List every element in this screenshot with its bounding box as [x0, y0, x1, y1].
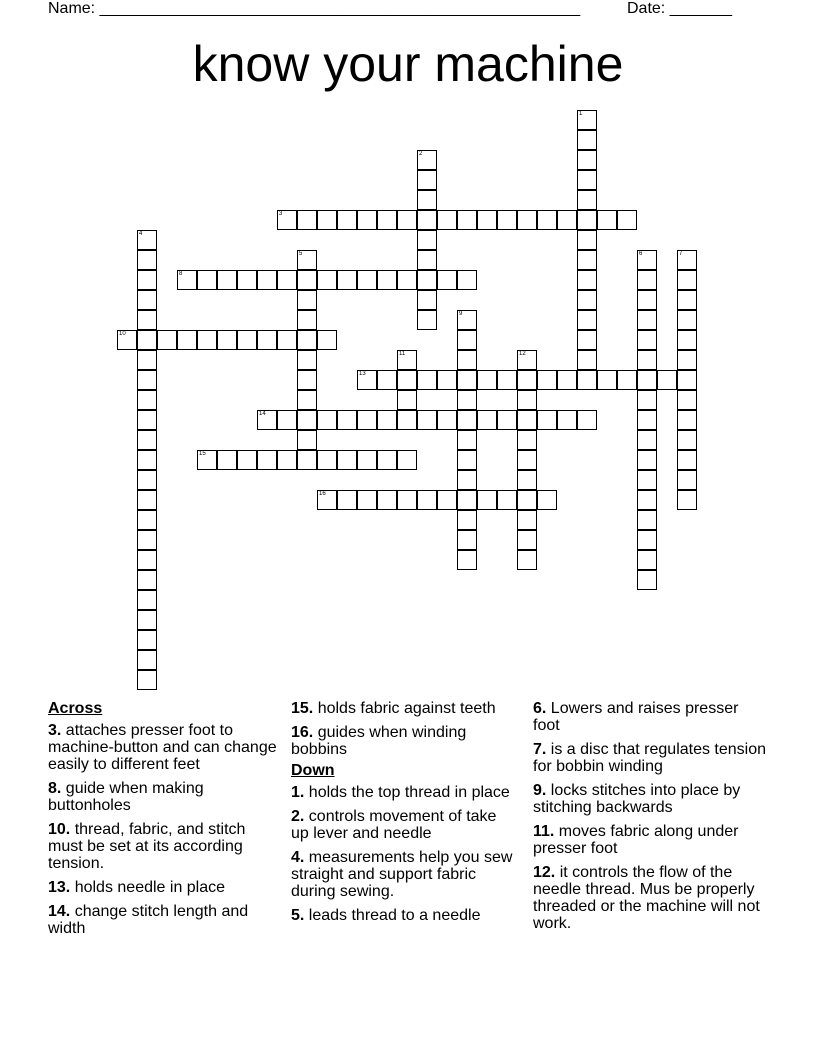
grid-cell[interactable] [357, 410, 377, 430]
grid-cell[interactable] [397, 270, 417, 290]
clue-down-6: 6. Lowers and raises presser foot [533, 700, 739, 734]
grid-cell[interactable] [137, 490, 157, 510]
grid-cell[interactable] [457, 490, 477, 510]
grid-cell[interactable] [637, 310, 657, 330]
clue-down-9: 9. locks stitches into place by stitching backwards [533, 782, 741, 816]
grid-cell[interactable] [297, 390, 317, 410]
grid-cell[interactable] [437, 490, 457, 510]
clue-number: 8 [179, 271, 183, 277]
grid-cell[interactable] [677, 470, 697, 490]
grid-cell[interactable] [517, 350, 537, 370]
grid-cell[interactable] [577, 170, 597, 190]
grid-cell[interactable] [417, 170, 437, 190]
grid-cell[interactable] [577, 130, 597, 150]
grid-cell[interactable] [397, 350, 417, 370]
grid-cell[interactable] [137, 670, 157, 690]
grid-cell[interactable] [577, 290, 597, 310]
clue-number: 1 [579, 111, 583, 117]
grid-cell[interactable] [457, 210, 477, 230]
grid-cell[interactable] [637, 290, 657, 310]
clue-number: 3 [279, 211, 283, 217]
grid-cell[interactable] [677, 310, 697, 330]
grid-cell[interactable] [577, 310, 597, 330]
grid-cell[interactable] [417, 150, 437, 170]
grid-cell[interactable] [137, 390, 157, 410]
grid-cell[interactable] [217, 450, 237, 470]
clue-number: 14 [259, 411, 266, 417]
clue-number: 10 [119, 331, 126, 337]
grid-cell[interactable] [437, 270, 457, 290]
grid-cell[interactable] [637, 250, 657, 270]
grid-cell[interactable] [477, 210, 497, 230]
grid-cell[interactable] [637, 510, 657, 530]
grid-cell[interactable] [317, 330, 337, 350]
across-heading: Across [48, 700, 103, 717]
clue-number: 16 [319, 491, 326, 497]
grid-cell[interactable] [237, 330, 257, 350]
grid-cell[interactable] [517, 490, 537, 510]
grid-cell[interactable] [457, 270, 477, 290]
grid-cell[interactable] [537, 370, 557, 390]
clue-down-7: 7. is a disc that regulates tension for bobbin winding [533, 741, 767, 775]
grid-cell[interactable] [457, 330, 477, 350]
grid-cell[interactable] [417, 310, 437, 330]
grid-cell[interactable] [257, 330, 277, 350]
grid-cell[interactable] [577, 330, 597, 350]
grid-cell[interactable] [577, 210, 597, 230]
clue-number: 9 [459, 311, 463, 317]
grid-cell[interactable] [417, 370, 437, 390]
grid-cell[interactable] [337, 490, 357, 510]
grid-cell[interactable] [437, 210, 457, 230]
grid-cell[interactable] [457, 410, 477, 430]
grid-cell[interactable] [357, 370, 377, 390]
grid-cell[interactable] [517, 410, 537, 430]
clue-down-1: 1. holds the top thread in place [291, 784, 510, 801]
grid-cell[interactable] [337, 210, 357, 230]
grid-cell[interactable] [457, 550, 477, 570]
clue-down-2: 2. controls movement of take up lever and needle [291, 808, 497, 842]
clues-column-3 [533, 700, 769, 939]
grid-cell[interactable] [517, 390, 537, 410]
grid-cell[interactable] [397, 370, 417, 390]
clue-across-10: 10. thread, fabric, and stitch must be set at its according tension. [48, 821, 246, 872]
grid-cell[interactable] [677, 290, 697, 310]
grid-cell[interactable] [517, 450, 537, 470]
grid-cell[interactable] [577, 190, 597, 210]
grid-cell[interactable] [217, 270, 237, 290]
grid-cell[interactable] [677, 410, 697, 430]
grid-cell[interactable] [677, 270, 697, 290]
grid-cell[interactable] [517, 550, 537, 570]
grid-cell[interactable] [297, 290, 317, 310]
clue-number: 6 [639, 251, 643, 257]
grid-cell[interactable] [457, 530, 477, 550]
grid-cell[interactable] [297, 310, 317, 330]
name-field-label: Name: ______________________________________________________ [48, 0, 581, 17]
grid-cell[interactable] [577, 350, 597, 370]
grid-cell[interactable] [637, 430, 657, 450]
clue-number: 4 [139, 231, 143, 237]
grid-cell[interactable] [537, 490, 557, 510]
grid-cell[interactable] [237, 270, 257, 290]
grid-cell[interactable] [677, 390, 697, 410]
grid-cell[interactable] [417, 290, 437, 310]
grid-cell[interactable] [137, 630, 157, 650]
grid-cell[interactable] [137, 610, 157, 630]
grid-cell[interactable] [497, 210, 517, 230]
clue-across-16: 16. guides when winding bobbins [291, 724, 467, 758]
grid-cell[interactable] [297, 350, 317, 370]
grid-cell[interactable] [477, 370, 497, 390]
grid-cell[interactable] [317, 270, 337, 290]
grid-cell[interactable] [517, 430, 537, 450]
grid-cell[interactable] [637, 570, 657, 590]
grid-cell[interactable] [637, 410, 657, 430]
grid-cell[interactable] [557, 210, 577, 230]
grid-cell[interactable] [377, 410, 397, 430]
grid-cell[interactable] [337, 410, 357, 430]
grid-cell[interactable] [377, 450, 397, 470]
grid-cell[interactable] [317, 490, 337, 510]
grid-cell[interactable] [597, 210, 617, 230]
grid-cell[interactable] [517, 370, 537, 390]
grid-cell[interactable] [137, 470, 157, 490]
grid-cell[interactable] [517, 510, 537, 530]
grid-cell[interactable] [377, 210, 397, 230]
grid-cell[interactable] [517, 470, 537, 490]
grid-cell[interactable] [397, 390, 417, 410]
grid-cell[interactable] [397, 210, 417, 230]
grid-cell[interactable] [637, 370, 657, 390]
grid-cell[interactable] [637, 390, 657, 410]
grid-cell[interactable] [677, 330, 697, 350]
clue-number: 12 [519, 351, 526, 357]
grid-cell[interactable] [217, 330, 237, 350]
clue-number: 2 [419, 151, 423, 157]
grid-cell[interactable] [257, 450, 277, 470]
grid-cell[interactable] [497, 410, 517, 430]
grid-cell[interactable] [417, 270, 437, 290]
grid-cell[interactable] [417, 210, 437, 230]
grid-cell[interactable] [317, 450, 337, 470]
grid-cell[interactable] [517, 530, 537, 550]
grid-cell[interactable] [297, 410, 317, 430]
grid-cell[interactable] [297, 210, 317, 230]
grid-cell[interactable] [137, 350, 157, 370]
grid-cell[interactable] [677, 450, 697, 470]
grid-cell[interactable] [437, 410, 457, 430]
grid-cell[interactable] [457, 470, 477, 490]
grid-cell[interactable] [417, 410, 437, 430]
grid-cell[interactable] [637, 490, 657, 510]
grid-cell[interactable] [377, 270, 397, 290]
grid-cell[interactable] [637, 270, 657, 290]
grid-cell[interactable] [437, 370, 457, 390]
clue-down-11: 11. moves fabric along under presser foot [533, 823, 739, 857]
grid-cell[interactable] [317, 410, 337, 430]
grid-cell[interactable] [557, 370, 577, 390]
grid-cell[interactable] [137, 590, 157, 610]
grid-cell[interactable] [637, 350, 657, 370]
page-title: know your machine [192, 36, 624, 92]
grid-cell[interactable] [377, 490, 397, 510]
grid-cell[interactable] [197, 270, 217, 290]
clue-down-4: 4. measurements help you sew straight and support fabric during sewing. [291, 849, 513, 900]
grid-cell[interactable] [417, 190, 437, 210]
grid-cell[interactable] [517, 210, 537, 230]
grid-cell[interactable] [457, 390, 477, 410]
grid-cell[interactable] [677, 490, 697, 510]
grid-cell[interactable] [577, 270, 597, 290]
grid-cell[interactable] [257, 270, 277, 290]
clue-across-15: 15. holds fabric against teeth [291, 700, 496, 717]
grid-cell[interactable] [497, 490, 517, 510]
grid-cell[interactable] [277, 410, 297, 430]
clue-number: 13 [359, 371, 366, 377]
grid-cell[interactable] [337, 270, 357, 290]
grid-cell[interactable] [677, 430, 697, 450]
grid-cell[interactable] [137, 250, 157, 270]
grid-cell[interactable] [497, 370, 517, 390]
grid-cell[interactable] [477, 410, 497, 430]
grid-cell[interactable] [277, 450, 297, 470]
grid-cell[interactable] [457, 510, 477, 530]
grid-cell[interactable] [557, 410, 577, 430]
grid-cell[interactable] [237, 450, 257, 470]
grid-cell[interactable] [297, 430, 317, 450]
grid-cell[interactable] [577, 110, 597, 130]
grid-cell[interactable] [397, 410, 417, 430]
grid-cell[interactable] [357, 270, 377, 290]
grid-cell[interactable] [137, 510, 157, 530]
grid-cell[interactable] [537, 410, 557, 430]
down-heading: Down [291, 762, 335, 779]
grid-cell[interactable] [637, 330, 657, 350]
grid-cell[interactable] [137, 310, 157, 330]
clue-number: 15 [199, 451, 206, 457]
grid-cell[interactable] [457, 370, 477, 390]
grid-cell[interactable] [577, 150, 597, 170]
grid-cell[interactable] [577, 410, 597, 430]
grid-cell[interactable] [137, 330, 157, 350]
grid-cell[interactable] [637, 550, 657, 570]
grid-cell[interactable] [357, 490, 377, 510]
grid-cell[interactable] [157, 330, 177, 350]
grid-cell[interactable] [297, 330, 317, 350]
grid-cell[interactable] [397, 450, 417, 470]
grid-cell[interactable] [277, 330, 297, 350]
grid-cell[interactable] [657, 370, 677, 390]
grid-cell[interactable] [137, 370, 157, 390]
grid-cell[interactable] [597, 370, 617, 390]
grid-cell[interactable] [137, 550, 157, 570]
grid-cell[interactable] [637, 530, 657, 550]
grid-cell[interactable] [337, 450, 357, 470]
grid-cell[interactable] [677, 370, 697, 390]
date-field-label: Date: _______ [627, 0, 732, 17]
grid-cell[interactable] [277, 270, 297, 290]
clue-down-12: 12. it controls the flow of the needle thread. Mus be properly threaded or the machine will not work. [533, 864, 760, 932]
grid-cell[interactable] [357, 450, 377, 470]
clue-across-8: 8. guide when making buttonholes [48, 780, 204, 814]
grid-cell[interactable] [137, 450, 157, 470]
grid-cell[interactable] [177, 270, 197, 290]
grid-cell[interactable] [297, 250, 317, 270]
grid-cell[interactable] [677, 350, 697, 370]
grid-cell[interactable] [637, 450, 657, 470]
grid-cell[interactable] [577, 250, 597, 270]
clues-column-2 [291, 700, 513, 931]
grid-cell[interactable] [277, 210, 297, 230]
grid-cell[interactable] [397, 490, 417, 510]
grid-cell[interactable] [297, 450, 317, 470]
clue-across-13: 13. holds needle in place [48, 879, 226, 896]
grid-cell[interactable] [357, 210, 377, 230]
clues-column-1 [48, 700, 280, 944]
grid-cell[interactable] [137, 530, 157, 550]
grid-cell[interactable] [177, 330, 197, 350]
grid-cell[interactable] [637, 470, 657, 490]
clue-number: 11 [399, 351, 406, 357]
grid-cell[interactable] [457, 310, 477, 330]
grid-cell[interactable] [297, 270, 317, 290]
clue-down-5: 5. leads thread to a needle [291, 907, 481, 924]
grid-cell[interactable] [137, 410, 157, 430]
grid-cell[interactable] [197, 330, 217, 350]
grid-cell[interactable] [137, 270, 157, 290]
grid-cell[interactable] [137, 230, 157, 250]
grid-cell[interactable] [137, 430, 157, 450]
grid-cell[interactable] [677, 250, 697, 270]
grid-cell[interactable] [577, 230, 597, 250]
grid-cell[interactable] [137, 650, 157, 670]
grid-cell[interactable] [137, 290, 157, 310]
grid-cell[interactable] [377, 370, 397, 390]
clue-across-3: 3. attaches presser foot to machine-button and can change easily to different feet [48, 722, 277, 773]
grid-cell[interactable] [457, 450, 477, 470]
clue-across-14: 14. change stitch length and width [48, 903, 249, 937]
grid-cell[interactable] [577, 370, 597, 390]
grid-cell[interactable] [137, 570, 157, 590]
grid-cell[interactable] [257, 410, 277, 430]
grid-cell[interactable] [457, 350, 477, 370]
grid-cell[interactable] [617, 210, 637, 230]
clue-number: 7 [679, 251, 683, 257]
grid-cell[interactable] [317, 210, 337, 230]
grid-cell[interactable] [457, 430, 477, 450]
grid-cell[interactable] [417, 490, 437, 510]
grid-cell[interactable] [117, 330, 137, 350]
grid-cell[interactable] [197, 450, 217, 470]
grid-cell[interactable] [617, 370, 637, 390]
grid-cell[interactable] [417, 250, 437, 270]
grid-cell[interactable] [417, 230, 437, 250]
grid-cell[interactable] [297, 370, 317, 390]
grid-cell[interactable] [537, 210, 557, 230]
grid-cell[interactable] [477, 490, 497, 510]
clue-number: 5 [299, 251, 303, 257]
